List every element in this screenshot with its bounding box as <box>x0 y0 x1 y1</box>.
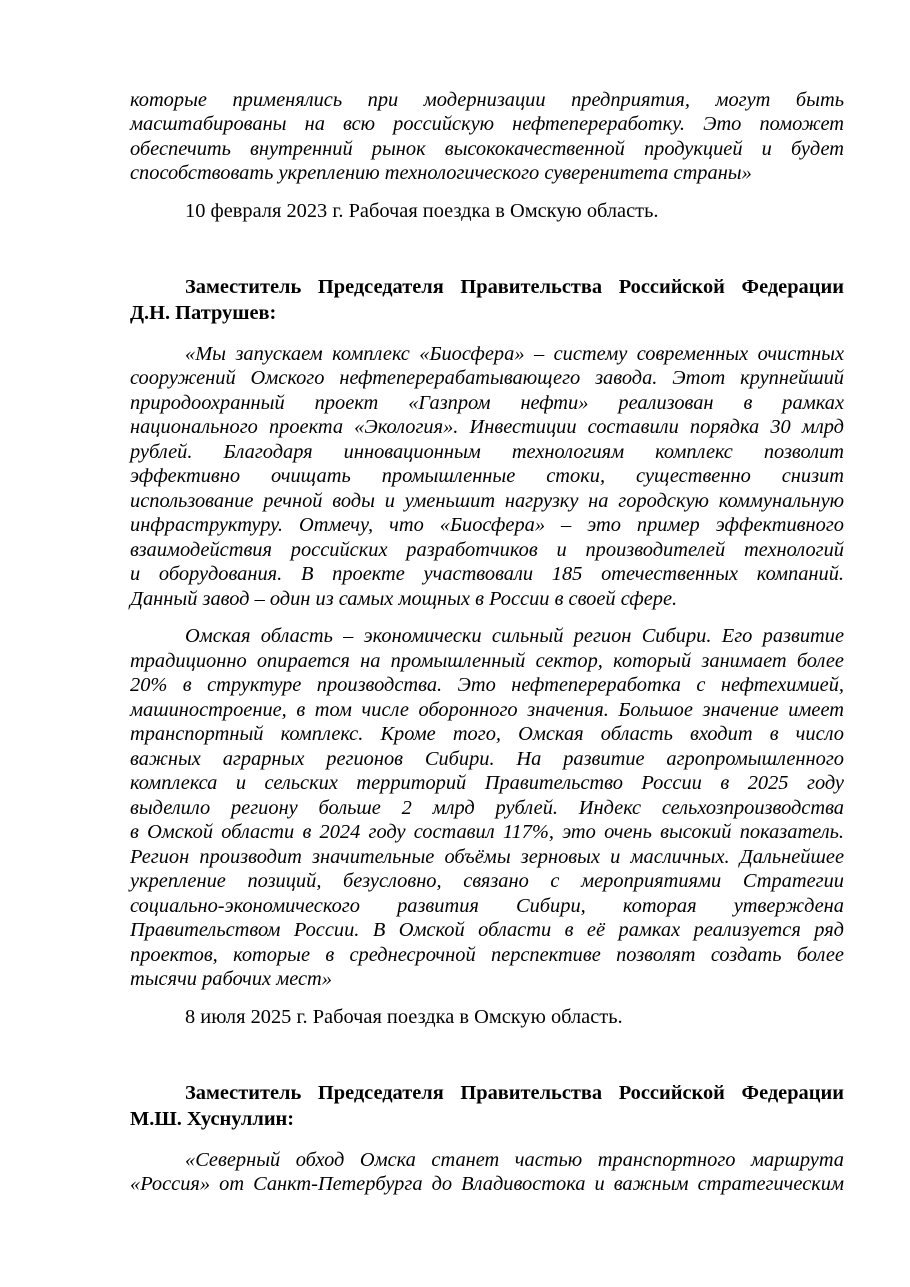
speaker-heading: Заместитель Председателя Правительства Российской Федерации <box>185 276 844 298</box>
speaker-name: Д.Н. Патрушев: <box>130 302 277 324</box>
quote-line: «Россия» от Санкт-Петербурга до Владивостока и важным стратегическим <box>130 1173 844 1195</box>
quote-line: Омская область – экономически сильный регион Сибири. Его развитие <box>185 625 844 647</box>
quote-line: Правительством России. В Омской области в её рамках реализуется ряд <box>130 919 844 941</box>
event-note: 10 февраля 2023 г. Рабочая поездка в Омскую область. <box>185 200 659 222</box>
quote-line: сооружений Омского нефтеперерабатывающего завода. Этот крупнейший <box>130 367 844 389</box>
quote-line: транспортный комплекс. Кроме того, Омская область входит в число <box>130 723 844 745</box>
quote-line: проектов, которые в среднесрочной перспективе позволят создать более <box>130 944 844 966</box>
quote-line-last: способствовать укреплению технологического суверенитета страны» <box>130 162 752 184</box>
quote-line-last: Данный завод – один из самых мощных в России в своей сфере. <box>130 588 678 610</box>
quote-line: и оборудования. В проекте участвовали 185 отечественных компаний. <box>130 563 844 585</box>
event-note: 8 июля 2025 г. Рабочая поездка в Омскую область. <box>185 1006 623 1028</box>
quote-line: традиционно опирается на промышленный сектор, который занимает более <box>130 650 844 672</box>
quote-line: рублей. Благодаря инновационным технологиям комплекс позволит <box>130 441 844 463</box>
quote-line: масштабированы на всю российскую нефтепереработку. Это поможет <box>130 113 844 135</box>
quote-line: использование речной воды и уменьшит нагрузку на городскую коммунальную <box>130 490 844 512</box>
quote-line: социально-экономического развития Сибири, которая утверждена <box>130 895 844 917</box>
quote-line: «Мы запускаем комплекс «Биосфера» – систему современных очистных <box>185 343 844 365</box>
quote-line: взаимодействия российских разработчиков и производителей технологий <box>130 539 844 561</box>
quote-line: инфраструктуру. Отмечу, что «Биосфера» – это пример эффективного <box>130 514 844 536</box>
quote-line: национального проекта «Экология». Инвестиции составили порядка 30 млрд <box>130 416 844 438</box>
quote-line: «Северный обход Омска станет частью транспортного маршрута <box>185 1149 844 1171</box>
quote-line-last: тысячи рабочих мест» <box>130 968 332 990</box>
quote-line: машиностроение, в том числе оборонного значения. Большое значение имеет <box>130 699 844 721</box>
quote-line: эффективно очищать промышленные стоки, существенно снизит <box>130 465 844 487</box>
quote-line: обеспечить внутренний рынок высококачественной продукцией и будет <box>130 138 844 160</box>
speaker-heading: Заместитель Председателя Правительства Российской Федерации <box>185 1082 844 1104</box>
quote-line: Регион производит значительные объёмы зерновых и масличных. Дальнейшее <box>130 846 844 868</box>
quote-line: выделило региону больше 2 млрд рублей. Индекс сельхозпроизводства <box>130 797 844 819</box>
speaker-name: М.Ш. Хуснуллин: <box>130 1108 295 1130</box>
quote-line: 20% в структуре производства. Это нефтепереработка с нефтехимией, <box>130 674 844 696</box>
quote-line: укрепление позиций, безусловно, связано с мероприятиями Стратегии <box>130 870 844 892</box>
quote-line: в Омской области в 2024 году составил 117%, это очень высокий показатель. <box>130 821 844 843</box>
quote-line: важных аграрных регионов Сибири. На развитие агропромышленного <box>130 748 844 770</box>
quote-line: комплекса и сельских территорий Правительство России в 2025 году <box>130 772 844 794</box>
quote-line: природоохранный проект «Газпром нефти» реализован в рамках <box>130 392 844 414</box>
quote-line: которые применялись при модернизации предприятия, могут быть <box>130 89 844 111</box>
